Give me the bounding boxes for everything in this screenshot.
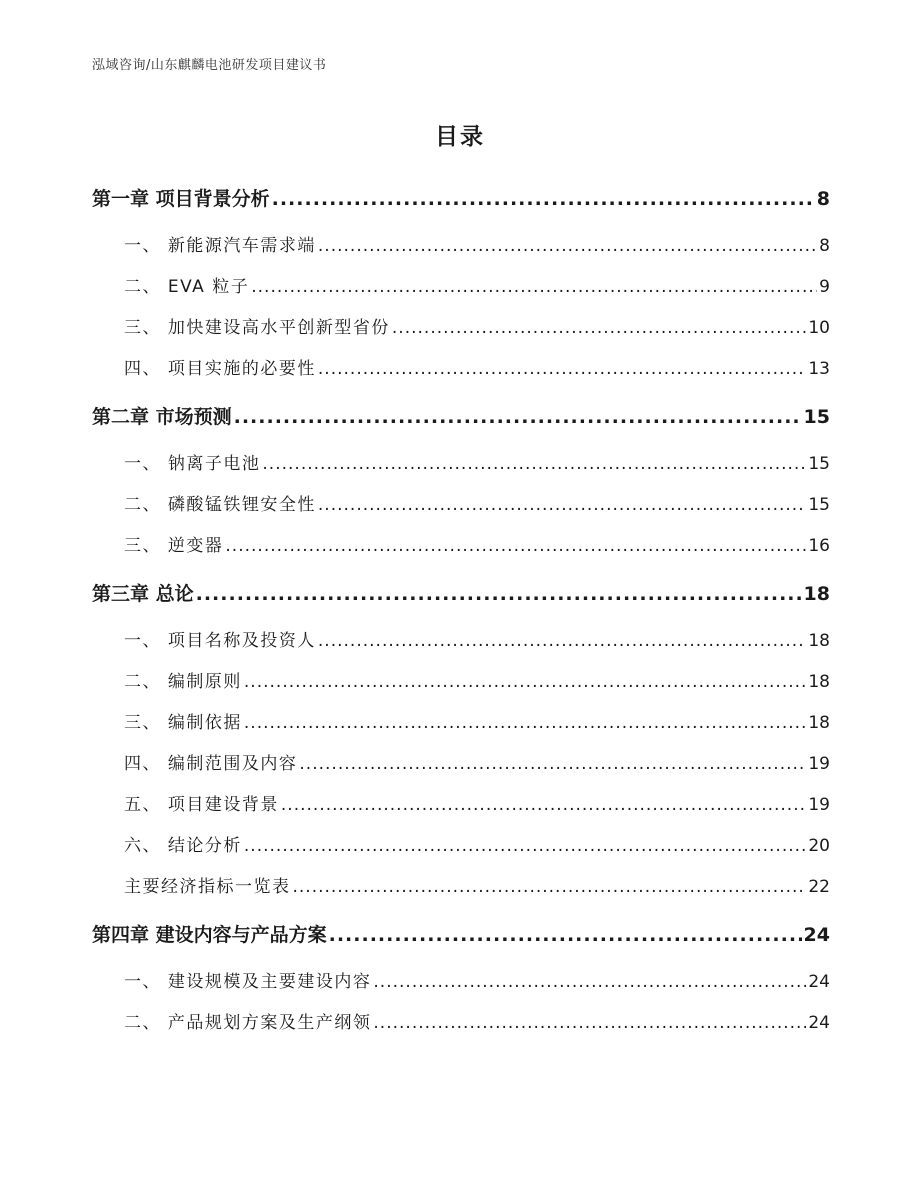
toc-dot-leader [318,226,817,267]
toc-entry-label: 一、 新能源汽车需求端 [124,236,316,256]
toc-dot-leader [318,349,806,390]
toc-dot-leader [392,308,806,349]
toc-dot-leader [244,703,806,744]
toc-page-number: 24 [803,924,830,946]
toc-dot-leader [373,962,806,1003]
toc-section[interactable] [92,703,830,744]
toc-section[interactable] [92,962,830,1003]
table-of-contents [92,172,830,1044]
toc-dot-leader [244,826,806,867]
toc-page-number: 18 [808,713,830,733]
toc-section[interactable] [92,226,830,267]
toc-entry-label: 主要经济指标一览表 [124,877,291,897]
toc-entry-label: 三、 加快建设高水平创新型省份 [124,318,390,338]
toc-entry-label: 二、 磷酸锰铁锂安全性 [124,495,316,515]
toc-page-number: 19 [808,754,830,774]
toc-section[interactable] [92,1003,830,1044]
toc-chapter-1[interactable] [92,172,830,226]
toc-dot-leader [272,172,815,226]
toc-dot-leader [299,744,806,785]
toc-page-number: 15 [808,495,830,515]
toc-page-number: 24 [808,972,830,992]
toc-dot-leader [281,785,806,826]
toc-dot-leader [318,621,806,662]
toc-page-number: 18 [803,583,830,605]
toc-page-number: 19 [808,795,830,815]
page-header: 泓域咨询/山东麒麟电池研发项目建议书 [92,58,327,73]
toc-dot-leader [293,867,807,908]
toc-chapter-4[interactable] [92,908,830,962]
toc-section[interactable] [92,485,830,526]
toc-section[interactable] [92,526,830,567]
toc-entry-label: 五、 项目建设背景 [124,795,279,815]
toc-section[interactable] [92,349,830,390]
toc-entry-label: 第三章 总论 [92,583,194,605]
toc-section[interactable] [92,662,830,703]
toc-dot-leader [234,390,802,444]
toc-chapter-2[interactable] [92,390,830,444]
toc-entry-label: 三、 逆变器 [124,536,224,556]
toc-entry-label: 第四章 建设内容与产品方案 [92,924,327,946]
header-divider [90,78,830,79]
toc-section[interactable] [92,267,830,308]
toc-dot-leader [262,444,806,485]
toc-entry-label: 一、 建设规模及主要建设内容 [124,972,372,992]
toc-entry-label: 一、 钠离子电池 [124,454,261,474]
toc-page-number: 13 [808,359,830,379]
toc-entry-label: 第二章 市场预测 [92,406,232,428]
toc-page-number: 15 [803,406,830,428]
toc-page-number: 18 [808,631,830,651]
toc-dot-leader [196,567,802,621]
toc-section[interactable] [92,308,830,349]
toc-dot-leader [373,1003,806,1044]
toc-entry-label: 二、 EVA 粒子 [124,277,250,297]
toc-page-number: 24 [808,1013,830,1033]
toc-section[interactable] [92,867,830,908]
toc-chapter-3[interactable] [92,567,830,621]
toc-entry-label: 一、 项目名称及投资人 [124,631,316,651]
page-title: 目录 [435,124,485,150]
toc-page-number: 10 [808,318,830,338]
toc-page-number: 8 [816,188,830,210]
toc-section[interactable] [92,444,830,485]
toc-section[interactable] [92,785,830,826]
toc-entry-label: 四、 项目实施的必要性 [124,359,316,379]
toc-dot-leader [244,662,806,703]
toc-page-number: 18 [808,672,830,692]
toc-dot-leader [251,267,817,308]
toc-entry-label: 二、 编制原则 [124,672,242,692]
toc-entry-label: 四、 编制范围及内容 [124,754,298,774]
toc-entry-label: 第一章 项目背景分析 [92,188,270,210]
toc-entry-label: 六、 结论分析 [124,836,242,856]
toc-page-number: 16 [808,536,830,556]
toc-dot-leader [318,485,806,526]
toc-page-number: 22 [808,877,830,897]
toc-dot-leader [225,526,806,567]
toc-page-number: 15 [808,454,830,474]
toc-page-number: 8 [819,236,830,256]
toc-section[interactable] [92,826,830,867]
toc-section[interactable] [92,744,830,785]
toc-page-number: 20 [808,836,830,856]
toc-page-number: 9 [819,277,830,297]
toc-entry-label: 三、 编制依据 [124,713,242,733]
toc-dot-leader [329,908,802,962]
toc-entry-label: 二、 产品规划方案及生产纲领 [124,1013,372,1033]
toc-section[interactable] [92,621,830,662]
